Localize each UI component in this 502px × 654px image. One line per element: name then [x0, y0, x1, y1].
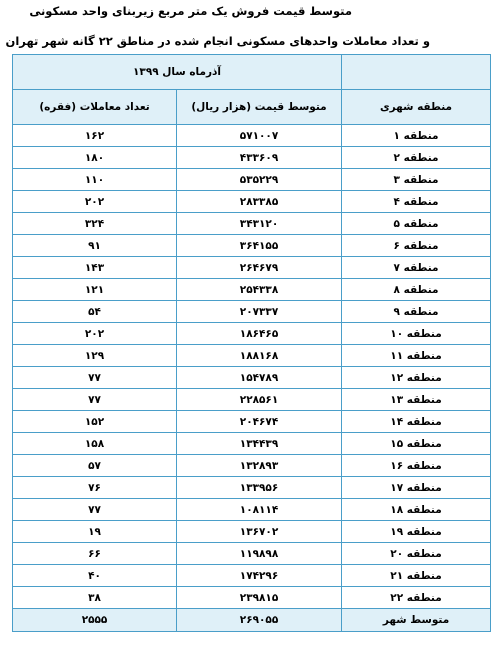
price-cell: ۱۳۴۴۳۹ — [177, 433, 342, 455]
region-cell: منطقه ۴ — [342, 191, 491, 213]
avg-price-header: متوسط قیمت (هزار ریال) — [177, 90, 342, 125]
price-cell: ۱۳۳۹۵۶ — [177, 477, 342, 499]
region-cell: منطقه ۱۸ — [342, 499, 491, 521]
price-cell: ۱۳۶۷۰۲ — [177, 521, 342, 543]
region-cell: منطقه ۱۴ — [342, 411, 491, 433]
table-row — [13, 125, 491, 147]
count-cell: ۹۱ — [13, 235, 177, 257]
table-row — [13, 389, 491, 411]
table-row — [13, 587, 491, 609]
region-cell: منطقه ۱۳ — [342, 389, 491, 411]
price-cell: ۵۷۱۰۰۷ — [177, 125, 342, 147]
price-cell: ۱۳۲۸۹۳ — [177, 455, 342, 477]
table-row — [13, 477, 491, 499]
footer-row — [13, 609, 491, 632]
table-row — [13, 301, 491, 323]
count-cell: ۱۶۲ — [13, 125, 177, 147]
period-header: آذرماه سال ۱۳۹۹ — [13, 55, 342, 90]
title-line-1: متوسط قیمت فروش یک متر مربع زیربنای واحد مسکونی — [29, 4, 352, 18]
price-cell: ۲۰۷۳۳۷ — [177, 301, 342, 323]
table-row — [13, 323, 491, 345]
count-cell: ۷۷ — [13, 389, 177, 411]
count-cell: ۶۶ — [13, 543, 177, 565]
region-cell: منطقه ۱۲ — [342, 367, 491, 389]
count-cell: ۱۲۹ — [13, 345, 177, 367]
table-row — [13, 235, 491, 257]
table-row — [13, 213, 491, 235]
region-cell: منطقه ۶ — [342, 235, 491, 257]
count-cell: ۱۴۳ — [13, 257, 177, 279]
region-cell: منطقه ۲۲ — [342, 587, 491, 609]
price-cell: ۲۸۳۳۸۵ — [177, 191, 342, 213]
region-cell: منطقه ۷ — [342, 257, 491, 279]
table-row — [13, 345, 491, 367]
price-cell: ۳۶۴۱۵۵ — [177, 235, 342, 257]
count-cell: ۱۵۸ — [13, 433, 177, 455]
footer-price: ۲۶۹۰۵۵ — [177, 609, 342, 632]
region-cell: منطقه ۳ — [342, 169, 491, 191]
region-cell: منطقه ۵ — [342, 213, 491, 235]
price-cell: ۲۲۸۵۶۱ — [177, 389, 342, 411]
region-header: منطقه شهری — [342, 90, 491, 125]
table-row — [13, 279, 491, 301]
table-row — [13, 257, 491, 279]
region-cell: منطقه ۲۱ — [342, 565, 491, 587]
region-cell: منطقه ۸ — [342, 279, 491, 301]
transactions-header: تعداد معاملات (فقره) — [13, 90, 177, 125]
count-cell: ۷۶ — [13, 477, 177, 499]
table-row — [13, 411, 491, 433]
price-table — [12, 54, 491, 632]
price-cell: ۴۳۳۶۰۹ — [177, 147, 342, 169]
price-cell: ۱۸۸۱۶۸ — [177, 345, 342, 367]
footer-count: ۲۵۵۵ — [13, 609, 177, 632]
table-row — [13, 521, 491, 543]
count-cell: ۳۲۴ — [13, 213, 177, 235]
count-cell: ۲۰۲ — [13, 323, 177, 345]
table-row — [13, 147, 491, 169]
count-cell: ۵۷ — [13, 455, 177, 477]
region-cell: منطقه ۱۱ — [342, 345, 491, 367]
price-cell: ۲۳۹۸۱۵ — [177, 587, 342, 609]
price-cell: ۱۵۴۷۸۹ — [177, 367, 342, 389]
price-cell: ۱۰۸۱۱۴ — [177, 499, 342, 521]
price-cell: ۵۳۵۲۲۹ — [177, 169, 342, 191]
count-cell: ۴۰ — [13, 565, 177, 587]
price-cell: ۱۸۶۴۶۵ — [177, 323, 342, 345]
title-line-2: و تعداد معاملات واحدهای مسکونی انجام شده در مناطق ۲۲ گانه شهر تهران — [5, 34, 430, 48]
region-cell: منطقه ۱۶ — [342, 455, 491, 477]
region-cell: منطقه ۹ — [342, 301, 491, 323]
table-row — [13, 191, 491, 213]
table-row — [13, 433, 491, 455]
count-cell: ۷۷ — [13, 367, 177, 389]
region-cell: منطقه ۱ — [342, 125, 491, 147]
table-row — [13, 367, 491, 389]
count-cell: ۱۸۰ — [13, 147, 177, 169]
count-cell: ۱۹ — [13, 521, 177, 543]
table-row — [13, 565, 491, 587]
region-header-blank — [342, 55, 491, 90]
region-cell: منطقه ۲ — [342, 147, 491, 169]
table-row — [13, 455, 491, 477]
price-cell: ۱۱۹۸۹۸ — [177, 543, 342, 565]
count-cell: ۲۰۲ — [13, 191, 177, 213]
price-cell: ۳۴۳۱۲۰ — [177, 213, 342, 235]
region-cell: منطقه ۲۰ — [342, 543, 491, 565]
count-cell: ۱۱۰ — [13, 169, 177, 191]
count-cell: ۱۵۲ — [13, 411, 177, 433]
price-cell: ۲۰۴۶۷۴ — [177, 411, 342, 433]
footer-label: متوسط شهر — [342, 609, 491, 632]
table-row — [13, 169, 491, 191]
region-cell: منطقه ۱۹ — [342, 521, 491, 543]
count-cell: ۵۴ — [13, 301, 177, 323]
price-cell: ۲۶۴۶۷۹ — [177, 257, 342, 279]
region-cell: منطقه ۱۵ — [342, 433, 491, 455]
table-row — [13, 499, 491, 521]
count-cell: ۱۲۱ — [13, 279, 177, 301]
count-cell: ۷۷ — [13, 499, 177, 521]
count-cell: ۳۸ — [13, 587, 177, 609]
table-row — [13, 543, 491, 565]
price-cell: ۱۷۴۲۹۶ — [177, 565, 342, 587]
region-cell: منطقه ۱۰ — [342, 323, 491, 345]
region-cell: منطقه ۱۷ — [342, 477, 491, 499]
price-cell: ۲۵۴۳۳۸ — [177, 279, 342, 301]
